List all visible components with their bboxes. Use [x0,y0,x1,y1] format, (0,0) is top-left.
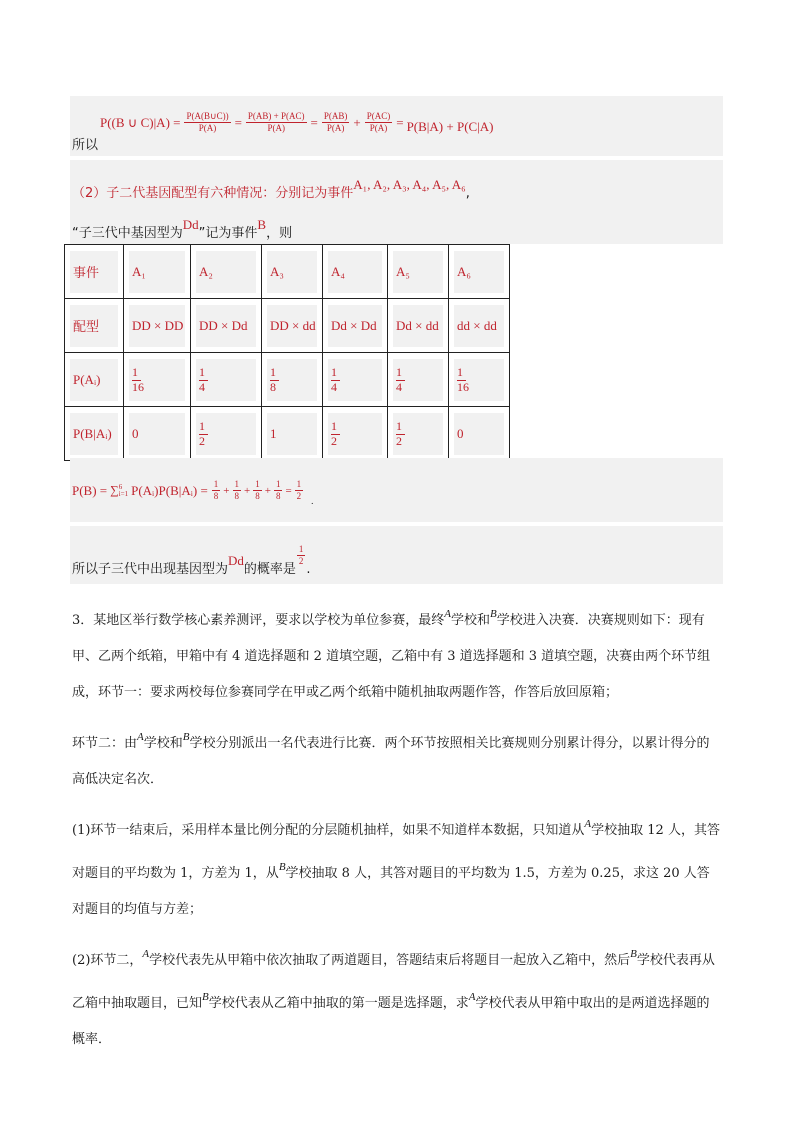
fraction-3: $\frac{P(AB)}{P(A)}$ [323,111,348,133]
conclusion-fraction: $\frac{1}{2}$ [298,544,304,566]
fraction-cell: 1 16 [132,364,144,394]
fraction-cell: 1 4 [331,366,340,393]
formula-lhs: P((B ∪ C)|A) = [100,114,181,130]
part2-intro: （2）子二代基因配型有六种情况：分别记为事件 [72,186,354,201]
fraction-cell: 1 2 [199,420,208,447]
table-row [65,299,510,353]
table-cell: DD × DD [129,305,185,347]
table-cell: 1 [267,413,317,455]
table-cell: Dd × Dd [328,305,382,347]
problem-3-question-1: (1)环节一结束后，采用样本量比例分配的分层随机抽样，如果不知道样本数据，只知道从$^A$学校抽取 12 人，其答对题目的平均数为 1，方差为 1，从$^B$学校抽取 8 人，其答对题目的平均数为 1.5，方差为 0.25，求这 20 人答对题目的均值与方差； [72,818,720,917]
fraction-cell: 1 2 [396,420,405,447]
sum-formula: P(B) = ∑ 6 i=1 P(Aᵢ)P(B|Aᵢ) = $\frac{1}{8}$ + $\frac{1}{8}$ + $\frac{1}{8}$ + $\frac{1}{8}$ = $\frac{1}{2}$ . [72,479,314,506]
table-cell: 0 [454,413,504,455]
table-cell: A₁ [129,251,185,293]
formula-line-1 [72,112,99,153]
table-cell: DD × dd [267,305,317,347]
row-header-pair: 配型 [70,305,118,347]
sigma-symbol: ∑ 6 i=1 [110,482,129,498]
table-cell: 0 [129,413,185,455]
problem-3-question-2: (2)环节二，$^A$学校代表先从甲箱中依次抽取了两道题目，答题结束后将题目一起放入乙箱中，然后$^B$学校代表再从乙箱中抽取题目，已知$^B$学校代表从乙箱中抽取的第一题是选择题，求$^A$学校代表从甲箱中取出的是两道选择题的概率． [72,948,715,1047]
table-cell: A₄ [328,251,382,293]
fraction-1: $\frac{P(A(B\cup C))}{P(A)}$ [186,111,229,133]
conclusion-line: 所以子三代中出现基因型为Dd的概率是 $\frac{1}{2}$ . [72,544,311,577]
table-cell: DD × Dd [196,305,256,347]
fraction-cell: 1 8 [270,366,279,393]
table-cell: dd × dd [454,305,504,347]
sum-terms: $\frac{1}{8}$ + $\frac{1}{8}$ + $\frac{1}{8}$ + $\frac{1}{8}$ = $\frac{1}{2}$ [213,479,302,501]
row-header-pai: P(Aᵢ) [70,359,118,401]
prefix-text: 所以 [72,138,99,153]
fraction-cell: 1 4 [199,366,208,393]
problem-3 [72,596,722,1066]
events-list: A₁, A₂, A₃, A₄, A₅, A₆ [353,177,466,192]
table-cell: Dd × dd [393,305,443,347]
fraction-2: $\frac{P(AB) + P(AC)}{P(A)}$ [247,111,305,133]
part2-line-2: “子三代中基因型为Dd”记为事件B，则 [72,217,293,241]
fraction-cell: 1 4 [396,366,405,393]
genotype-table [64,244,510,461]
row-header-event: 事件 [70,251,118,293]
fraction-4: $\frac{P(AC)}{P(A)}$ [366,111,391,133]
table-row [65,353,510,407]
fraction-cell: 1 16 [457,364,469,394]
problem-3-stage2: 环节二：由$^A$学校和$^B$学校分别派出一名代表进行比赛．两个环节按照相关比赛规则分别累计得分，以累计得分的高低决定名次． [72,731,710,787]
table-cell: A₃ [267,251,317,293]
row-header-pbai: P(B|Aᵢ) [70,413,118,455]
part2-line-1: （2）子二代基因配型有六种情况：分别记为事件A₁, A₂, A₃, A₄, A₅, A₆, [72,177,470,201]
table-row [65,245,510,299]
fraction-cell: 1 2 [331,420,340,447]
table-cell: A₅ [393,251,443,293]
conditional-formula: P((B ∪ C)|A) = $\frac{P(A(B\cup C))}{P(A)}$ = $\frac{P(AB) + P(AC)}{P(A)}$ = $\frac{P(AB)}{P(A)}$ + $\frac{P(AC)}{P(A)}$ = P(B|A) + P(C|A) [100,111,494,134]
table-row [65,407,510,461]
table-cell: A₂ [196,251,256,293]
formula-rhs: P(B|A) + P(C|A) [406,118,494,134]
table-cell: A₆ [454,251,504,293]
problem-3-intro: 3．某地区举行数学核心素养测评，要求以学校为单位参赛，最终$^A$学校和$^B$学校进入决赛．决赛规则如下：现有甲、乙两个纸箱，甲箱中有 4 道选择题和 2 道填空题，乙箱中有 3 道选择题和 3 道填空题，决赛由两个环节组成，环节一：要求两校每位参赛同学在甲或乙两个纸箱中随机抽取两题作答，作答后放回原箱； [72,608,711,700]
